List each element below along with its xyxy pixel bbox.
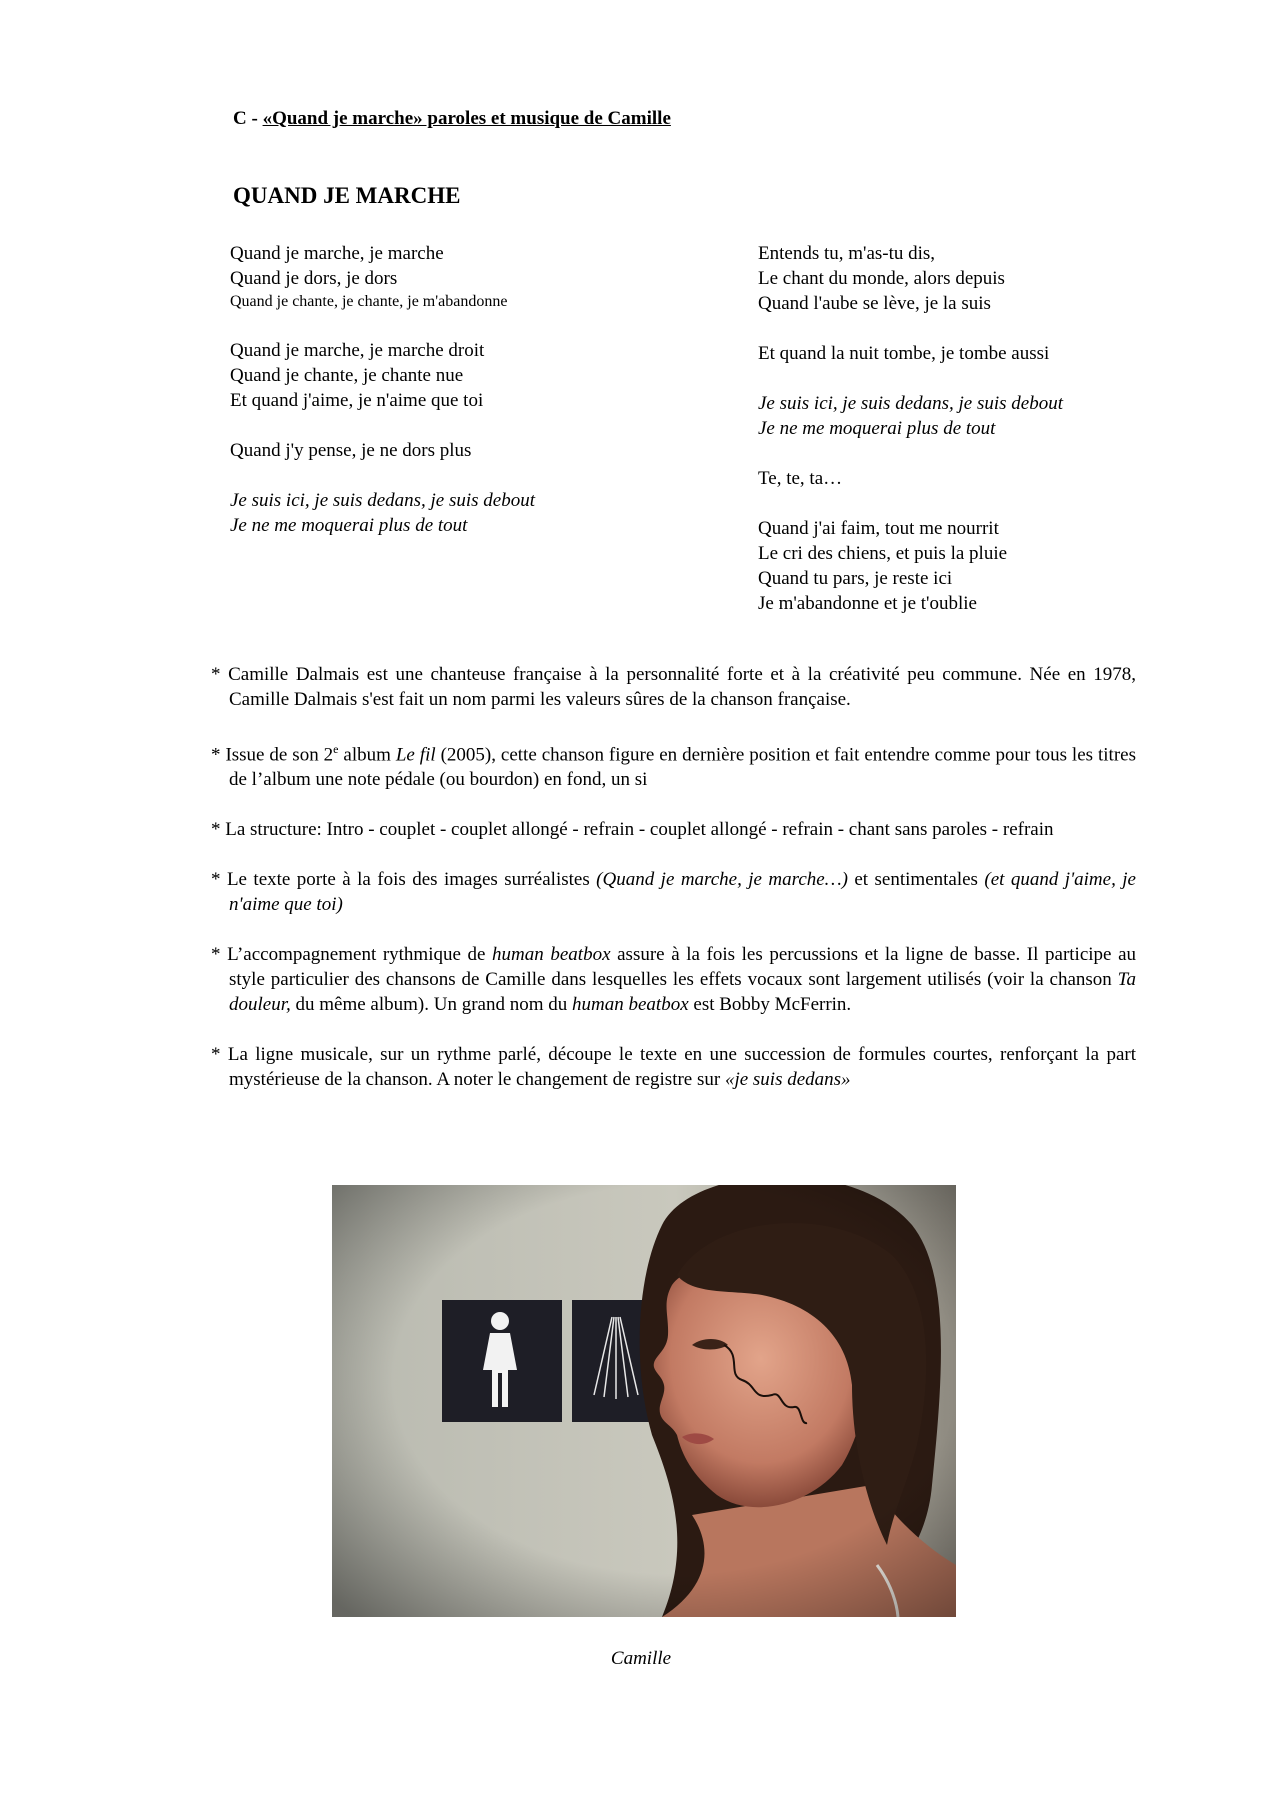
- lyric-line: Quand tu pars, je reste ici: [758, 568, 953, 589]
- note-artist: * Camille Dalmais est une chanteuse française à la personnalité forte et à la créativité peu commune. Née en 1978, Camille Dalmais s'est fait un nom parmi les valeurs sûres de la chanson française.: [211, 664, 1136, 710]
- note-melody: * La ligne musicale, sur un rythme parlé, découpe le texte en une succession de formules courtes, renforçant la part mystérieuse de la chanson. A noter le changement de registre sur «je suis dedans»: [211, 1044, 1136, 1091]
- refrain-line: Je suis ici, je suis dedans, je suis debout: [230, 490, 536, 511]
- refrain-line: Je ne me moquerai plus de tout: [758, 418, 996, 439]
- lyric-line: Et quand la nuit tombe, je tombe aussi: [758, 343, 1050, 364]
- lyric-line: Le cri des chiens, et puis la pluie: [758, 543, 1008, 564]
- section-prefix: C -: [233, 108, 263, 129]
- note-album: * Issue de son 2e album Le fil (2005), cette chanson figure en dernière position et fait entendre comme pour tous les titres de l’album une note pédale (ou bourdon) en fond, un si: [211, 742, 1136, 791]
- lyric-line: Quand j'y pense, je ne dors plus: [230, 440, 472, 461]
- lyric-line: Te, te, ta…: [758, 468, 843, 489]
- lyric-line: Quand je dors, je dors: [230, 268, 398, 289]
- lyric-line: Quand j'ai faim, tout me nourrit: [758, 518, 999, 539]
- lyric-line: Entends tu, m'as-tu dis,: [758, 243, 936, 264]
- refrain-line: Je ne me moquerai plus de tout: [230, 515, 468, 536]
- lyric-line: Quand je marche, je marche droit: [230, 340, 485, 361]
- note-text: * Le texte porte à la fois des images surréalistes (Quand je marche, je marche…) et sentimentales (et quand j'aime, je n'aime que toi): [211, 869, 1136, 916]
- lyric-line: Je m'abandonne et je t'oublie: [758, 593, 977, 614]
- refrain-line: Je suis ici, je suis dedans, je suis debout: [758, 393, 1064, 414]
- lyric-line: Quand je marche, je marche: [230, 243, 444, 264]
- photo-caption: Camille: [610, 1648, 672, 1669]
- song-title: QUAND JE MARCHE: [233, 183, 461, 208]
- note-structure: * La structure: Intro - couplet - couplet allongé - refrain - couplet allongé - refrain - chant sans paroles - refrain: [211, 819, 1054, 841]
- lyrics-left-column: [230, 241, 710, 538]
- notes-section: [211, 662, 1136, 1117]
- camille-photo: [332, 1185, 956, 1617]
- lyric-line: Quand l'aube se lève, je la suis: [758, 293, 991, 314]
- section-label: «Quand je marche» paroles et musique de Camille: [262, 108, 671, 129]
- lyrics-right-column: [758, 241, 1238, 616]
- lyric-line: Et quand j'aime, je n'aime que toi: [230, 390, 484, 411]
- lyric-line: Quand je chante, je chante, je m'abandonne: [230, 293, 508, 310]
- lyric-line: Quand je chante, je chante nue: [230, 365, 464, 386]
- note-accompaniment: * L’accompagnement rythmique de human beatbox assure à la fois les percussions et la ligne de basse. Il participe au style particulier des chansons de Camille dans lesquelles les effets vocaux sont largement utilisés (voir la chanson Ta douleur, du même album). Un grand nom du human beatbox est Bobby McFerrin.: [211, 944, 1137, 1016]
- lyric-line: Le chant du monde, alors depuis: [758, 268, 1005, 289]
- section-heading: [233, 108, 671, 130]
